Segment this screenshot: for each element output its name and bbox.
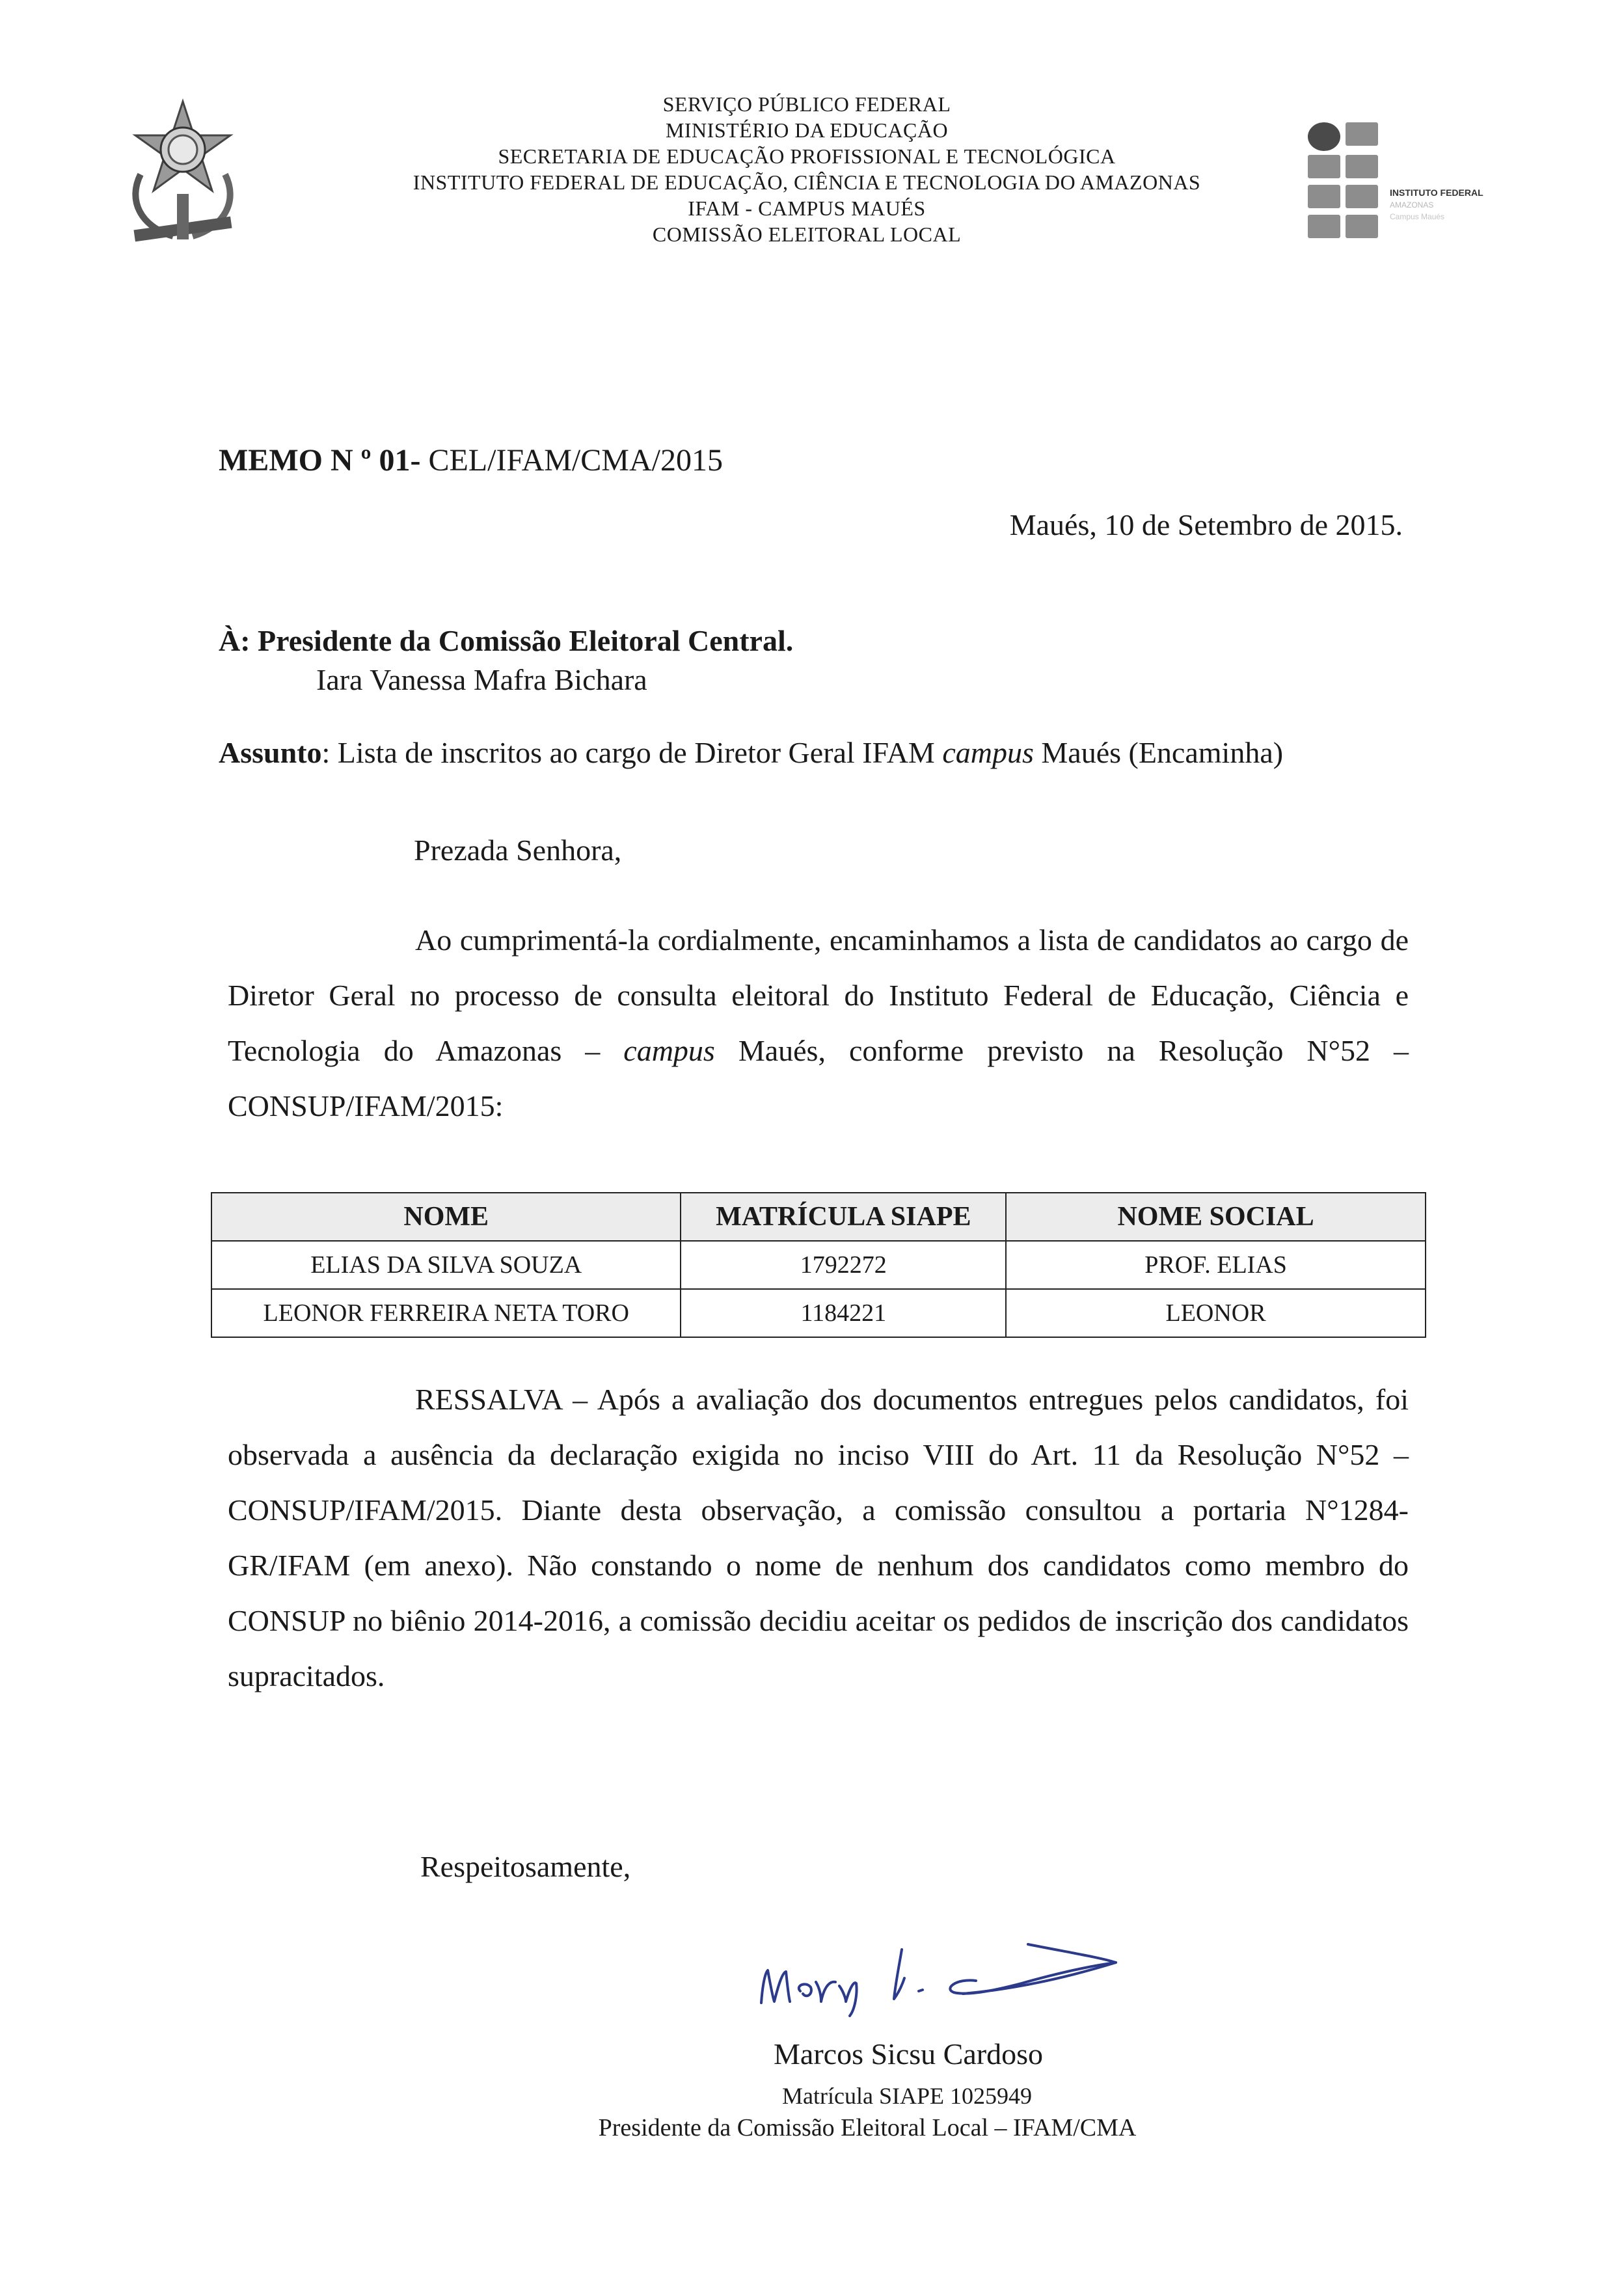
subject-text-end: Maués (Encaminha) (1033, 736, 1284, 769)
memo-number (219, 442, 723, 478)
header-line: MINISTÉRIO DA EDUCAÇÃO (665, 118, 949, 142)
body-paragraph-intro (228, 912, 1409, 1134)
header-line: IFAM - CAMPUS MAUÉS (688, 197, 926, 220)
paragraph-italic: campus (623, 1034, 715, 1067)
cell-siape: 1792272 (681, 1241, 1006, 1289)
logo-circle-icon (1308, 122, 1340, 151)
cell-name: LEONOR FERREIRA NETA TORO (211, 1289, 681, 1337)
institution-header (351, 91, 1262, 247)
ifam-logo (1308, 122, 1516, 239)
handwritten-signature (748, 1926, 1178, 2017)
table-row (211, 1289, 1426, 1337)
cell-social-name: LEONOR (1006, 1289, 1426, 1337)
recipient-title: À: Presidente da Comissão Eleitoral Central. (219, 624, 794, 657)
logo-subtitle: AMAZONAS (1390, 200, 1434, 210)
candidates-table (211, 1192, 1426, 1338)
body-paragraph-caveat: RESSALVA – Após a avaliação dos documentos entregues pelos candidatos, foi observada a ausência da declaração exigida no inciso VIII do Art. 11 da Resolução N°52 – CONSUP/IFAM/2015. Diante desta observação, a comissão consultou a portaria N°1284-GR/IFAM (em anexo). Não constando o nome de nenhum dos candidatos como membro do CONSUP no biênio 2014-2016, a comissão decidiu aceitar os pedidos de inscrição dos candidatos supracitados. (228, 1383, 1409, 1692)
column-header-name: NOME (211, 1193, 681, 1241)
column-header-siape: MATRÍCULA SIAPE (681, 1193, 1006, 1241)
closing: Respeitosamente, (420, 1850, 631, 1883)
brazil-coat-of-arms-icon (115, 96, 251, 252)
logo-campus: Campus Maués (1390, 212, 1445, 221)
cell-name: ELIAS DA SILVA SOUZA (211, 1241, 681, 1289)
paragraph-text: Ao cumprimentá-la cordialmente, encaminhamos a lista de candidatos ao cargo de Diretor Geral no processo de consulta eleitoral do Instituto Federal de Educação, Ciência e Tecnologia do Amazonas – (228, 923, 1409, 1067)
table-header-row (211, 1193, 1426, 1241)
cell-siape: 1184221 (681, 1289, 1006, 1337)
logo-title: INSTITUTO FEDERAL (1390, 187, 1483, 198)
table-row (211, 1241, 1426, 1289)
header-line: SERVIÇO PÚBLICO FEDERAL (662, 92, 951, 116)
recipient-name: Iara Vanessa Mafra Bichara (316, 663, 647, 696)
paragraph-text-end: Maués, conforme previsto na Resolução N°52 – CONSUP/IFAM/2015: (228, 1034, 1409, 1122)
header-line: INSTITUTO FEDERAL DE EDUCAÇÃO, CIÊNCIA E TECNOLOGIA DO AMAZONAS (413, 170, 1201, 194)
column-header-social-name: NOME SOCIAL (1006, 1193, 1426, 1241)
memo-prefix: MEMO N º 01- (219, 443, 421, 478)
subject-line (219, 735, 1283, 770)
subject-label: Assunto (219, 736, 322, 769)
signatory-role: Presidente da Comissão Eleitoral Local – IFAM/CMA (598, 2114, 1137, 2141)
header-line: COMISSÃO ELEITORAL LOCAL (652, 223, 962, 246)
memo-date: Maués, 10 de Setembro de 2015. (1009, 508, 1403, 541)
signatory-registration: Matrícula SIAPE 1025949 (782, 2083, 1032, 2109)
header-line: SECRETARIA DE EDUCAÇÃO PROFISSIONAL E TECNOLÓGICA (498, 144, 1116, 168)
subject-text: : Lista de inscritos ao cargo de Diretor Geral IFAM (321, 736, 943, 769)
subject-italic: campus (942, 736, 1034, 769)
signatory-name: Marcos Sicsu Cardoso (774, 2037, 1043, 2071)
cell-social-name: PROF. ELIAS (1006, 1241, 1426, 1289)
memo-code: CEL/IFAM/CMA/2015 (420, 443, 723, 478)
greeting: Prezada Senhora, (414, 834, 622, 867)
